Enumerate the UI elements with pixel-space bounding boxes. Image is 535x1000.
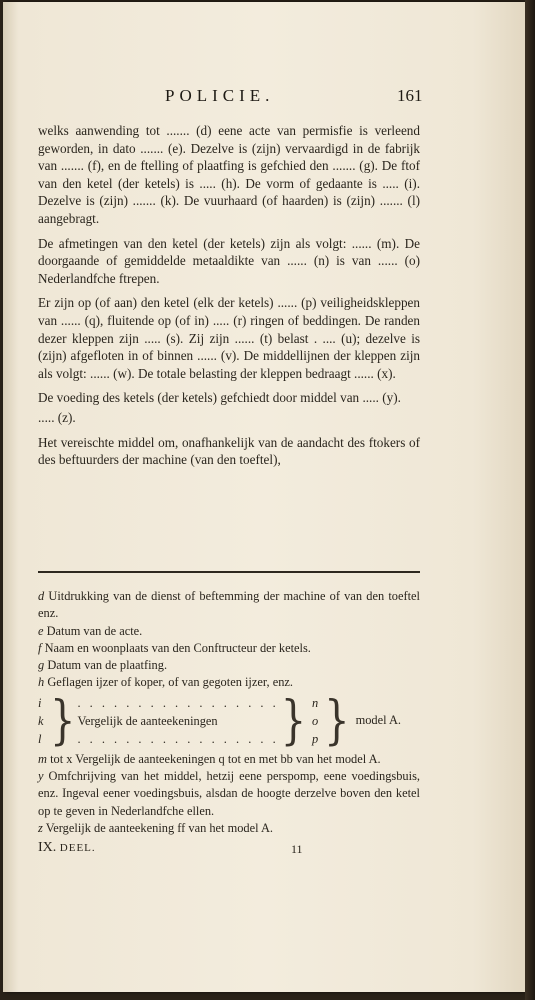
footnote-marker: g <box>38 658 45 673</box>
footnote-ikl-body <box>77 694 278 748</box>
main-text <box>38 122 420 476</box>
footnote-refs-nop <box>308 694 322 748</box>
footnote-y <box>38 768 420 820</box>
running-header <box>3 86 525 110</box>
footnote-text: Geflagen ijzer of koper, of van gegoten ijzer, enz. <box>47 675 293 690</box>
page-footer <box>38 840 420 860</box>
leader-dots: . . . . . . . . . . . . . . . . . <box>77 695 279 710</box>
footnote-m <box>38 751 420 768</box>
footnote-marker: l <box>38 731 42 746</box>
footnote-marker: m <box>38 751 47 766</box>
footnote-text: tot x Vergelijk de aanteekeningen q tot en met bb van het model A. <box>50 751 381 766</box>
footnote-text: Omfchrijving van het middel, hetzij eene perspomp, eene voedingsbuis, enz. Ingeval eener voedingsbuis, alsdan de hoogte derzelve boven den ketel op te geven in Nederlandfche ellen. <box>38 769 420 818</box>
footnote-model-ref: model A. <box>355 713 402 728</box>
footnote-ref: o <box>312 713 319 728</box>
footnote-ref: p <box>312 731 319 746</box>
paragraph-1: welks aanwending tot ....... (d) eene acte van permisfie is verleend geworden, in dato ....... (e). Dezelve is (zijn) vervaardigd in de fabrijk van ....... (f), en de ftelling of plaatfing is gefchied den ....... (g). De ftof van den ketel (der ketels) is ..... (h). De vorm of gedaante is ..... (i). Dezelve is (zijn) ....... (k). De vuurhaard (of haarden) is (zijn) ....... (l) aangebragt. <box>38 123 420 226</box>
footnote-marker: i <box>38 695 42 710</box>
paragraph-5: ..... (z). <box>38 409 76 425</box>
volume-mark <box>38 840 96 856</box>
footnote-ikl-text: Vergelijk de aanteekeningen <box>77 713 218 728</box>
footnote-marker: d <box>38 589 45 603</box>
footnote-marker: k <box>38 713 44 728</box>
volume-number: IX. <box>38 840 57 855</box>
footnote-text: Uitdrukking van de dienst of beftemming der machine of van den toeftel enz. <box>38 589 420 621</box>
footnotes <box>38 588 420 837</box>
footnote-e <box>38 623 420 640</box>
leader-dots: . . . . . . . . . . . . . . . . . <box>77 731 279 746</box>
book-edge <box>525 0 535 1000</box>
right-brace-icon: } <box>280 690 307 751</box>
right-brace-icon: } <box>324 690 350 751</box>
running-title: POLICIE. <box>165 86 275 105</box>
footnote-h <box>38 674 420 691</box>
footnote-text: Vergelijk de aanteekening ff van het model A. <box>45 820 274 835</box>
footnote-d <box>38 588 420 623</box>
footnote-marker: z <box>38 820 43 835</box>
book-page <box>3 2 525 992</box>
left-brace-icon: } <box>50 690 76 751</box>
footnote-marker: h <box>38 675 45 690</box>
paragraph-3: Er zijn op (of aan) den ketel (elk der ketels) ...... (p) veiligheidskleppen van ...... (q), fluitende op (of in) ..... (r) ringen of beddingen. De randen dezer kleppen zijn ..... (s). Zij zijn ...... (t) belast . .... (u); dezelve is (zijn) afgefloten in of binnen ...... (v). De middellijnen der kleppen zijn als volgt: ...... (w). De totale belasting der kleppen bedraagt ...... (x). <box>38 295 420 381</box>
footnote-ikl <box>38 690 420 751</box>
footnote-text: Naam en woonplaats van den Conftructeur der ketels. <box>44 640 311 655</box>
footnote-marker: f <box>38 640 42 655</box>
footnote-rule <box>38 571 420 573</box>
footnote-z <box>38 820 420 837</box>
footnote-g <box>38 657 420 674</box>
footnote-f <box>38 640 420 657</box>
footnote-text: Datum van de acte. <box>46 623 143 638</box>
footnote-marker: e <box>38 623 44 638</box>
paragraph-2: De afmetingen van den ketel (der ketels) zijn als volgt: ...... (m). De doorgaande of gemiddelde metaaldikte van ...... (n) is van ...... (o) Nederlandfche ftrepen. <box>38 235 420 286</box>
paragraph-6: Het vereischte middel om, onafhankelijk van de aandacht des ftokers of des beftuurders der machine (van den toeftel), <box>38 434 420 468</box>
page-number: 161 <box>397 86 423 105</box>
footnote-text <box>77 712 278 730</box>
signature-mark: 11 <box>291 842 303 856</box>
footnote-text: Datum van de plaatfing. <box>47 658 168 673</box>
footnote-marker: y <box>38 769 44 784</box>
footnote-markers-ikl <box>38 694 48 748</box>
footnote-ref: n <box>312 695 319 710</box>
paragraph-4: De voeding des ketels (der ketels) gefchiedt door middel van ..... (y). <box>38 390 401 406</box>
volume-label: DEEL. <box>59 842 96 854</box>
